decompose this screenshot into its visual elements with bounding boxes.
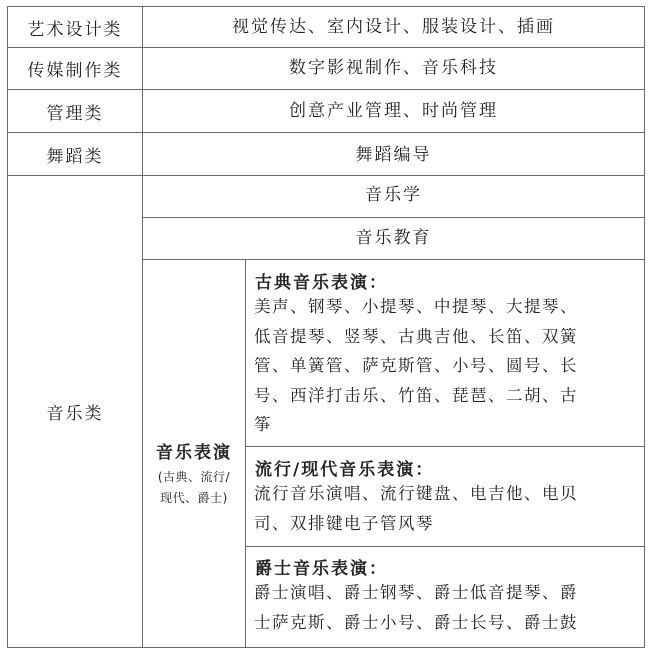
majors-management: 创意产业管理、时尚管理 xyxy=(289,100,498,121)
text-line: 爵士演唱、爵士钢琴、爵士低音提琴、爵 xyxy=(254,583,578,602)
row-divider xyxy=(245,546,645,547)
section-body-pop-modern xyxy=(254,479,578,538)
table-border-right xyxy=(644,6,645,648)
category-management: 管理类 xyxy=(46,103,104,124)
category-art-design: 艺术设计类 xyxy=(27,19,123,40)
music-performance-note xyxy=(143,467,245,509)
column-divider xyxy=(245,259,246,648)
row-divider xyxy=(142,259,645,260)
text-line: 流行音乐演唱、流行键盘、电吉他、电贝 xyxy=(254,484,578,503)
note-line: 现代、爵士) xyxy=(160,491,228,505)
major-music-education: 音乐教育 xyxy=(355,228,432,248)
section-title-jazz: 爵士音乐表演： xyxy=(255,559,388,579)
text-line: 筝 xyxy=(254,415,272,434)
note-line: (古典、流行/ xyxy=(157,470,231,484)
table-border-bottom xyxy=(7,647,645,648)
section-title-pop-modern: 流行/现代音乐表演： xyxy=(255,460,435,480)
section-title-classical: 古典音乐表演： xyxy=(255,273,388,293)
majors-dance: 舞蹈编导 xyxy=(355,144,432,165)
category-dance: 舞蹈类 xyxy=(46,146,104,167)
text-line: 号、西洋打击乐、竹笛、琵琶、二胡、古 xyxy=(254,385,578,405)
text-line: 司、双排键电子管风琴 xyxy=(254,513,434,533)
section-body-jazz xyxy=(254,578,578,637)
row-divider xyxy=(245,446,645,447)
section-body-classical xyxy=(254,292,578,440)
music-performance-title: 音乐表演 xyxy=(156,443,232,463)
majors-art-design: 视觉传达、室内设计、服装设计、插画 xyxy=(232,16,555,37)
major-musicology: 音乐学 xyxy=(365,185,422,205)
category-media-production: 传媒制作类 xyxy=(27,61,123,81)
text-line: 士萨克斯、爵士小号、爵士长号、爵士鼓 xyxy=(254,612,578,632)
category-music: 音乐类 xyxy=(46,404,104,424)
text-line: 美声、钢琴、小提琴、中提琴、大提琴、 xyxy=(254,297,578,316)
text-line: 管、单簧管、萨克斯管、小号、圆号、长 xyxy=(254,356,578,375)
music-performance-label xyxy=(143,438,245,509)
text-line: 低音提琴、竖琴、古典吉他、长笛、双簧 xyxy=(254,326,578,346)
majors-media-production: 数字影视制作、音乐科技 xyxy=(289,58,498,78)
